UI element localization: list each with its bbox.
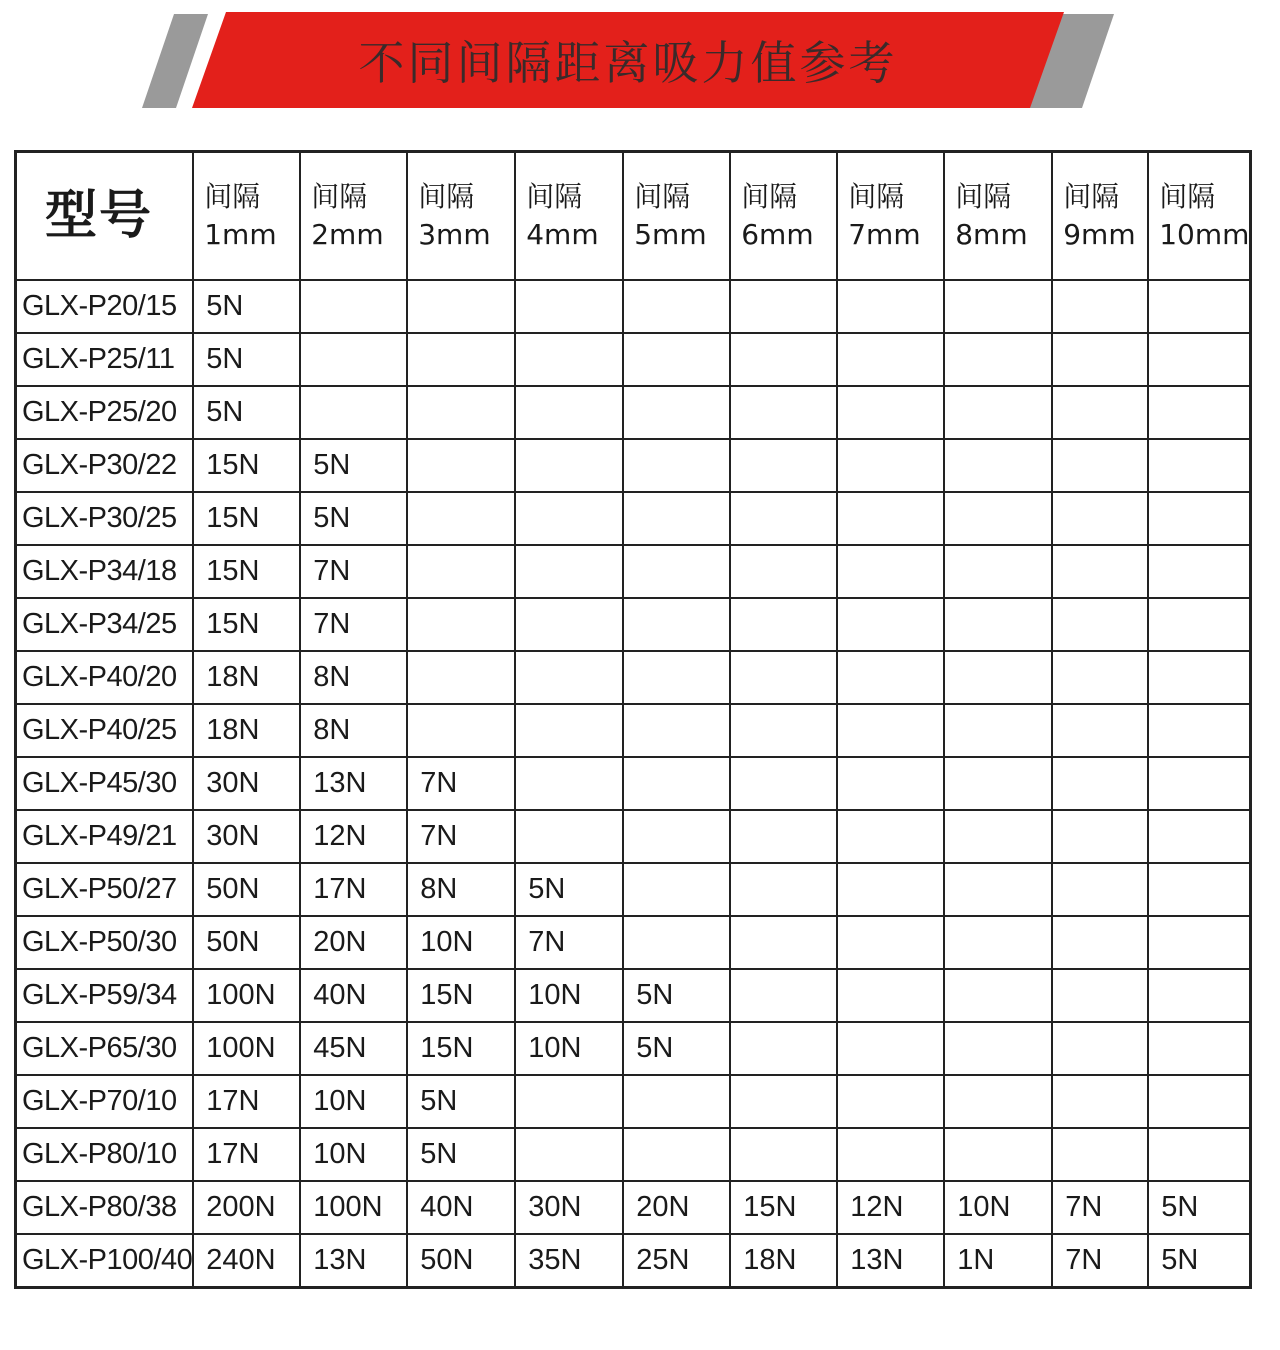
force-value-cell (515, 545, 623, 598)
force-value-cell: 7N (300, 545, 407, 598)
gap-header-label: 间隔 (1159, 180, 1216, 213)
force-value-cell (837, 333, 944, 386)
force-value-cell (623, 439, 730, 492)
model-cell: GLX-P49/21 (16, 810, 194, 863)
gap-header-label: 间隔 (741, 180, 798, 213)
gap-header-distance: 2mm (311, 218, 384, 251)
force-value-cell: 10N (407, 916, 515, 969)
force-value-cell (515, 704, 623, 757)
model-cell: GLX-P30/22 (16, 439, 194, 492)
model-cell: GLX-P25/11 (16, 333, 194, 386)
force-value-cell: 10N (300, 1075, 407, 1128)
force-value-cell: 8N (300, 651, 407, 704)
model-cell: GLX-P25/20 (16, 386, 194, 439)
force-value-cell (837, 598, 944, 651)
force-value-cell (944, 492, 1052, 545)
force-value-cell: 18N (193, 704, 300, 757)
force-value-cell (944, 757, 1052, 810)
table-row (16, 598, 1251, 651)
force-value-cell (730, 1128, 837, 1181)
force-value-cell (1148, 1128, 1251, 1181)
force-value-cell: 100N (193, 969, 300, 1022)
force-value-cell: 7N (300, 598, 407, 651)
force-value-cell (837, 439, 944, 492)
force-value-cell (1052, 492, 1148, 545)
force-value-cell: 25N (623, 1234, 730, 1288)
force-value-cell (837, 704, 944, 757)
force-value-cell (730, 969, 837, 1022)
force-value-cell (515, 1128, 623, 1181)
force-value-cell (1148, 598, 1251, 651)
force-value-cell (837, 969, 944, 1022)
force-value-cell (407, 545, 515, 598)
force-value-cell (515, 810, 623, 863)
force-value-cell: 240N (193, 1234, 300, 1288)
force-value-cell: 10N (515, 1022, 623, 1075)
force-value-cell: 40N (407, 1181, 515, 1234)
force-value-cell (944, 386, 1052, 439)
force-value-cell (1052, 386, 1148, 439)
gap-column-header (837, 152, 944, 281)
force-value-cell (1052, 969, 1148, 1022)
model-cell: GLX-P65/30 (16, 1022, 194, 1075)
force-value-cell (623, 916, 730, 969)
force-value-cell (1052, 651, 1148, 704)
force-value-cell: 200N (193, 1181, 300, 1234)
force-value-cell (515, 386, 623, 439)
gap-header-label: 间隔 (204, 180, 261, 213)
force-value-cell (1148, 704, 1251, 757)
table-row (16, 545, 1251, 598)
force-value-cell (837, 810, 944, 863)
force-value-cell (944, 545, 1052, 598)
gap-header-label: 间隔 (311, 180, 368, 213)
table-row (16, 439, 1251, 492)
force-value-cell (623, 757, 730, 810)
model-cell: GLX-P40/20 (16, 651, 194, 704)
force-value-cell (1148, 1075, 1251, 1128)
force-value-cell (944, 1022, 1052, 1075)
force-value-cell (730, 863, 837, 916)
force-value-cell (407, 439, 515, 492)
force-value-cell (623, 386, 730, 439)
model-cell: GLX-P34/25 (16, 598, 194, 651)
force-value-cell: 5N (300, 439, 407, 492)
force-value-cell: 13N (300, 757, 407, 810)
force-value-cell (623, 1075, 730, 1128)
force-value-cell (407, 598, 515, 651)
gap-header-distance: 7mm (848, 218, 921, 251)
force-value-cell (837, 916, 944, 969)
force-value-cell: 1N (944, 1234, 1052, 1288)
gap-header-distance: 8mm (955, 218, 1028, 251)
gap-column-header (1148, 152, 1251, 281)
gap-header-label: 间隔 (526, 180, 583, 213)
force-value-cell: 50N (193, 863, 300, 916)
force-value-cell: 7N (515, 916, 623, 969)
force-value-cell (1052, 1022, 1148, 1075)
gap-header-distance: 3mm (418, 218, 491, 251)
force-value-cell (623, 810, 730, 863)
force-value-cell (730, 916, 837, 969)
force-value-cell (944, 916, 1052, 969)
force-value-cell (837, 1075, 944, 1128)
force-value-cell (407, 704, 515, 757)
force-value-cell (944, 598, 1052, 651)
force-value-cell: 20N (623, 1181, 730, 1234)
force-value-cell: 5N (300, 492, 407, 545)
gap-column-header (623, 152, 730, 281)
force-value-cell (623, 863, 730, 916)
table-row (16, 492, 1251, 545)
force-value-cell: 100N (300, 1181, 407, 1234)
force-value-cell: 45N (300, 1022, 407, 1075)
force-value-cell (730, 545, 837, 598)
gap-header-distance: 9mm (1063, 218, 1136, 251)
force-value-cell (1052, 280, 1148, 333)
gap-header-distance: 6mm (741, 218, 814, 251)
force-value-cell (944, 969, 1052, 1022)
force-value-cell: 8N (300, 704, 407, 757)
force-value-cell (730, 439, 837, 492)
force-value-cell: 5N (623, 1022, 730, 1075)
force-value-cell (837, 757, 944, 810)
force-value-cell (623, 598, 730, 651)
table-row (16, 916, 1251, 969)
model-cell: GLX-P45/30 (16, 757, 194, 810)
force-value-cell (1148, 386, 1251, 439)
force-value-cell (1052, 598, 1148, 651)
force-value-cell: 18N (730, 1234, 837, 1288)
force-value-cell: 10N (515, 969, 623, 1022)
title-banner (140, 12, 1116, 108)
force-value-cell (1148, 757, 1251, 810)
force-value-cell (1148, 333, 1251, 386)
force-value-cell (407, 386, 515, 439)
banner-title: 不同间隔距离吸力值参考 (358, 36, 898, 90)
table-header-row (16, 152, 1251, 281)
gap-column-header (407, 152, 515, 281)
gap-header-label: 间隔 (1063, 180, 1120, 213)
force-value-cell (944, 704, 1052, 757)
gap-header-label: 间隔 (418, 180, 475, 213)
force-value-cell (623, 492, 730, 545)
suction-force-table (14, 150, 1252, 1289)
gap-column-header (944, 152, 1052, 281)
force-value-cell: 15N (407, 969, 515, 1022)
force-value-cell: 40N (300, 969, 407, 1022)
gap-column-header (730, 152, 837, 281)
force-value-cell (837, 280, 944, 333)
force-value-cell: 8N (407, 863, 515, 916)
model-cell: GLX-P80/10 (16, 1128, 194, 1181)
force-value-cell: 5N (193, 280, 300, 333)
model-column-header: 型号 (16, 152, 194, 281)
force-value-cell: 12N (837, 1181, 944, 1234)
force-value-cell: 7N (407, 810, 515, 863)
force-value-cell (944, 1128, 1052, 1181)
table-row (16, 651, 1251, 704)
table-row (16, 1234, 1251, 1288)
force-value-cell (623, 333, 730, 386)
model-cell: GLX-P50/30 (16, 916, 194, 969)
model-cell: GLX-P59/34 (16, 969, 194, 1022)
gap-header-label: 间隔 (848, 180, 905, 213)
force-value-cell (944, 1075, 1052, 1128)
force-value-cell: 15N (193, 492, 300, 545)
table-row (16, 1075, 1251, 1128)
gap-header-distance: 4mm (526, 218, 599, 251)
force-value-cell: 15N (193, 439, 300, 492)
force-value-cell: 30N (515, 1181, 623, 1234)
force-value-cell (730, 280, 837, 333)
force-value-cell: 12N (300, 810, 407, 863)
force-value-cell (623, 545, 730, 598)
model-cell: GLX-P20/15 (16, 280, 194, 333)
force-value-cell: 7N (1052, 1181, 1148, 1234)
force-value-cell: 20N (300, 916, 407, 969)
force-value-cell (944, 810, 1052, 863)
force-value-cell (1148, 492, 1251, 545)
force-value-cell (1148, 810, 1251, 863)
force-value-cell (730, 757, 837, 810)
force-value-cell (730, 651, 837, 704)
force-value-cell (1148, 863, 1251, 916)
gap-header-label: 间隔 (634, 180, 691, 213)
force-value-cell (730, 810, 837, 863)
force-value-cell (515, 492, 623, 545)
table-row (16, 386, 1251, 439)
table-row (16, 969, 1251, 1022)
model-cell: GLX-P34/18 (16, 545, 194, 598)
force-value-cell: 15N (730, 1181, 837, 1234)
force-value-cell (1052, 1075, 1148, 1128)
force-value-cell (300, 386, 407, 439)
force-value-cell (1148, 916, 1251, 969)
force-value-cell: 13N (300, 1234, 407, 1288)
gap-column-header (300, 152, 407, 281)
model-cell: GLX-P70/10 (16, 1075, 194, 1128)
force-value-cell: 30N (193, 810, 300, 863)
force-value-cell (1148, 969, 1251, 1022)
force-value-cell (1052, 439, 1148, 492)
force-value-cell (730, 386, 837, 439)
force-value-cell (1052, 757, 1148, 810)
force-value-cell: 5N (407, 1075, 515, 1128)
model-cell: GLX-P80/38 (16, 1181, 194, 1234)
table-row (16, 333, 1251, 386)
force-value-cell (730, 1022, 837, 1075)
force-value-cell (1052, 1128, 1148, 1181)
force-value-cell (1052, 810, 1148, 863)
force-value-cell: 7N (407, 757, 515, 810)
force-value-cell (730, 598, 837, 651)
force-value-cell (515, 757, 623, 810)
force-value-cell (1052, 916, 1148, 969)
force-value-cell (1148, 545, 1251, 598)
force-value-cell (300, 333, 407, 386)
force-value-cell (837, 545, 944, 598)
force-value-cell: 5N (193, 333, 300, 386)
force-value-cell (515, 598, 623, 651)
force-value-cell (1148, 439, 1251, 492)
force-value-cell (944, 439, 1052, 492)
force-value-cell (837, 863, 944, 916)
force-value-cell: 7N (1052, 1234, 1148, 1288)
force-value-cell (515, 333, 623, 386)
force-value-cell (1148, 651, 1251, 704)
force-value-cell (1148, 280, 1251, 333)
force-value-cell: 17N (193, 1075, 300, 1128)
force-value-cell (407, 651, 515, 704)
force-value-cell (1052, 333, 1148, 386)
force-value-cell (1052, 545, 1148, 598)
force-value-cell: 5N (623, 969, 730, 1022)
force-value-cell (944, 333, 1052, 386)
force-value-cell: 100N (193, 1022, 300, 1075)
table-row (16, 1181, 1251, 1234)
force-value-cell (730, 333, 837, 386)
table-row (16, 1128, 1251, 1181)
table-row (16, 863, 1251, 916)
force-value-cell: 17N (193, 1128, 300, 1181)
force-value-cell (837, 1128, 944, 1181)
force-value-cell (300, 280, 407, 333)
force-value-cell: 13N (837, 1234, 944, 1288)
table-row (16, 704, 1251, 757)
model-cell: GLX-P30/25 (16, 492, 194, 545)
force-value-cell: 15N (407, 1022, 515, 1075)
model-cell: GLX-P50/27 (16, 863, 194, 916)
force-value-cell (623, 1128, 730, 1181)
table-row (16, 810, 1251, 863)
gap-header-distance: 5mm (634, 218, 707, 251)
force-value-cell: 18N (193, 651, 300, 704)
force-value-cell (1148, 1022, 1251, 1075)
force-value-cell: 10N (944, 1181, 1052, 1234)
force-value-cell (730, 492, 837, 545)
force-value-cell: 5N (407, 1128, 515, 1181)
force-value-cell (515, 439, 623, 492)
force-value-cell (407, 280, 515, 333)
table-row (16, 1022, 1251, 1075)
force-value-cell: 30N (193, 757, 300, 810)
force-value-cell (623, 651, 730, 704)
force-value-cell (944, 863, 1052, 916)
force-value-cell (515, 280, 623, 333)
force-value-cell: 10N (300, 1128, 407, 1181)
force-value-cell: 15N (193, 545, 300, 598)
gap-header-label: 间隔 (955, 180, 1012, 213)
force-value-cell (407, 492, 515, 545)
force-value-cell (407, 333, 515, 386)
table-body (16, 280, 1251, 1288)
force-value-cell (837, 386, 944, 439)
force-value-cell (837, 492, 944, 545)
force-value-cell: 50N (407, 1234, 515, 1288)
force-value-cell (944, 651, 1052, 704)
force-value-cell (944, 280, 1052, 333)
gap-column-header (515, 152, 623, 281)
force-value-cell (515, 1075, 623, 1128)
force-value-cell (730, 1075, 837, 1128)
force-value-cell: 5N (1148, 1234, 1251, 1288)
force-value-cell: 50N (193, 916, 300, 969)
force-value-cell (837, 1022, 944, 1075)
force-value-cell (1052, 863, 1148, 916)
force-value-cell: 35N (515, 1234, 623, 1288)
force-value-cell (623, 704, 730, 757)
force-value-cell (730, 704, 837, 757)
force-value-cell: 15N (193, 598, 300, 651)
gap-header-distance: 1mm (204, 218, 277, 251)
table-row (16, 757, 1251, 810)
force-value-cell: 17N (300, 863, 407, 916)
model-cell: GLX-P100/40 (16, 1234, 194, 1288)
gap-header-distance: 10mm (1159, 218, 1250, 251)
gap-column-header (1052, 152, 1148, 281)
force-value-cell (837, 651, 944, 704)
force-value-cell: 5N (515, 863, 623, 916)
model-cell: GLX-P40/25 (16, 704, 194, 757)
force-value-cell: 5N (1148, 1181, 1251, 1234)
force-value-cell (623, 280, 730, 333)
force-value-cell: 5N (193, 386, 300, 439)
force-value-cell (1052, 704, 1148, 757)
table-row (16, 280, 1251, 333)
force-value-cell (515, 651, 623, 704)
gap-column-header (193, 152, 300, 281)
